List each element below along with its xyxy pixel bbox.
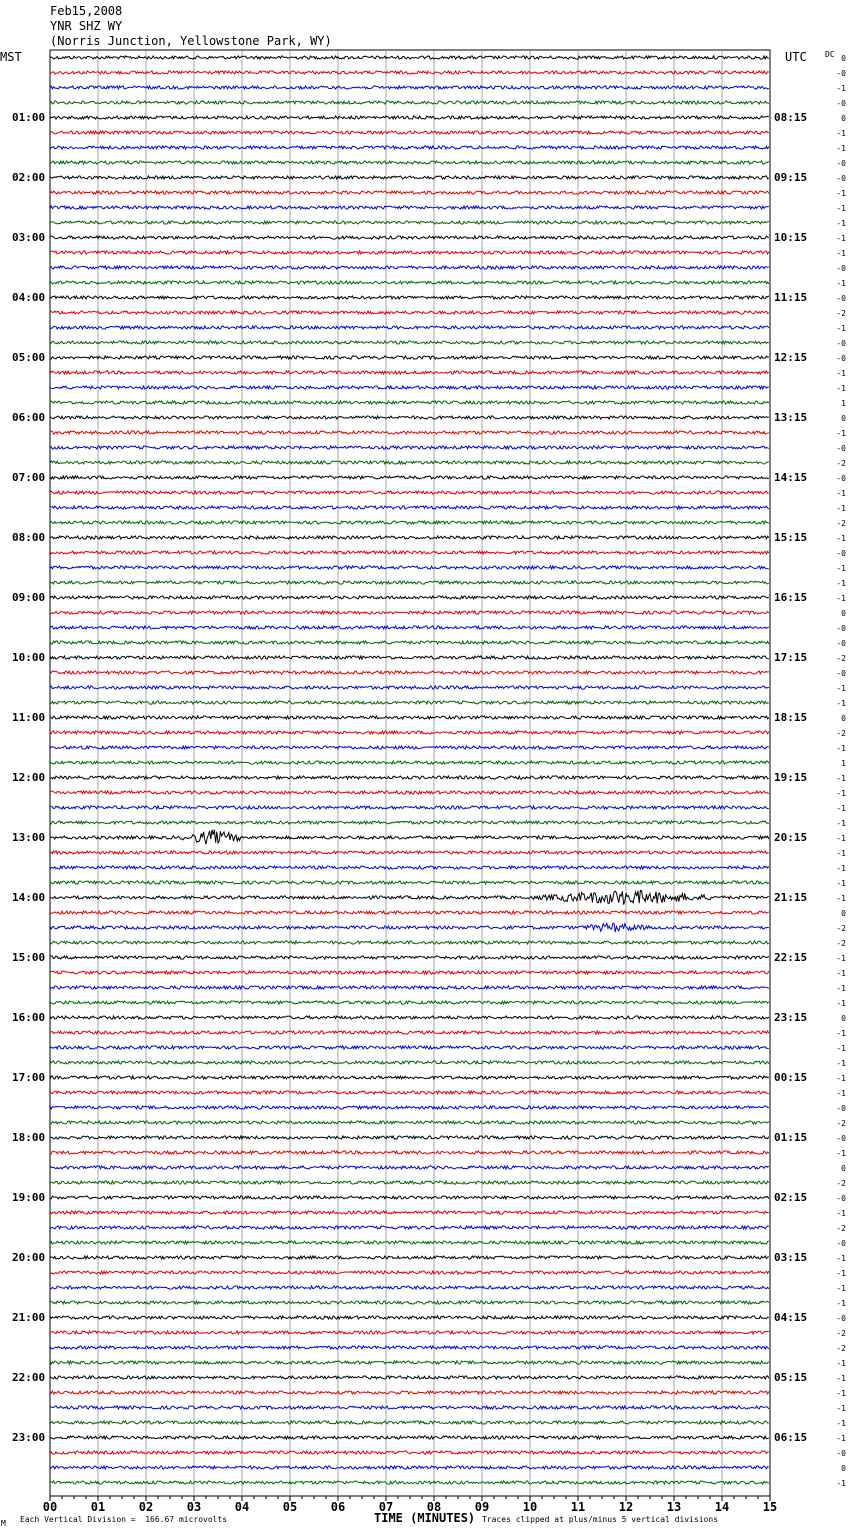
trace-row-76 <box>50 1196 769 1199</box>
trace-row-56 <box>50 890 769 904</box>
trace-row-93 <box>50 1451 769 1454</box>
dc-offset-label: -1 <box>836 383 846 393</box>
dc-offset-label: -1 <box>836 968 846 978</box>
x-tick-label: 13 <box>666 1500 682 1514</box>
dc-offset-label: 1 <box>841 398 846 408</box>
trace-row-28 <box>50 476 769 479</box>
trace-row-90 <box>50 1406 769 1409</box>
trace-row-8 <box>50 176 769 179</box>
right-hour-label: 06:15 <box>774 1430 808 1444</box>
trace-row-50 <box>50 806 769 809</box>
trace-row-94 <box>50 1466 769 1469</box>
dc-offset-label: -1 <box>836 878 846 888</box>
left-hour-label: 07:00 <box>12 470 46 484</box>
trace-row-21 <box>50 371 769 374</box>
trace-row-69 <box>50 1091 769 1094</box>
trace-row-49 <box>50 791 769 794</box>
trace-row-59 <box>50 941 769 944</box>
trace-row-81 <box>50 1271 769 1274</box>
trace-row-14 <box>50 266 769 269</box>
trace-row-42 <box>50 686 769 689</box>
left-hour-label: 04:00 <box>12 290 46 304</box>
dc-offset-label: -1 <box>836 203 846 213</box>
right-hour-label: 10:15 <box>774 230 808 244</box>
x-tick-label: 11 <box>570 1500 586 1514</box>
dc-offset-label: -1 <box>836 1433 846 1443</box>
trace-row-92 <box>50 1436 769 1439</box>
dc-offset-label: -1 <box>836 788 846 798</box>
trace-row-36 <box>50 596 769 599</box>
left-hour-label: 18:00 <box>12 1130 46 1144</box>
dc-offset-label: -1 <box>836 1283 846 1293</box>
dc-offset-label: -1 <box>836 368 846 378</box>
dc-offset-label: -0 <box>836 263 846 273</box>
dc-offset-label: -1 <box>836 863 846 873</box>
left-hour-label: 02:00 <box>12 170 46 184</box>
right-hour-label: 03:15 <box>774 1250 808 1264</box>
dc-offset-label: -2 <box>836 458 846 468</box>
dc-offset-label: -0 <box>836 1313 846 1323</box>
trace-row-3 <box>50 101 769 104</box>
trace-row-13 <box>50 251 769 254</box>
trace-row-18 <box>50 326 769 329</box>
dc-offset-label: 0 <box>841 113 846 123</box>
trace-row-43 <box>50 701 769 704</box>
left-hour-label: 14:00 <box>12 890 46 904</box>
trace-row-75 <box>50 1181 769 1184</box>
trace-row-16 <box>50 296 769 299</box>
trace-row-95 <box>50 1481 769 1484</box>
left-hour-label: 11:00 <box>12 710 46 724</box>
dc-offset-label: -2 <box>836 728 846 738</box>
trace-row-34 <box>50 566 769 569</box>
right-hour-label: 21:15 <box>774 890 808 904</box>
station-label: YNR SHZ WY <box>50 19 123 33</box>
x-tick-label: 02 <box>138 1500 154 1514</box>
trace-row-26 <box>50 446 769 449</box>
trace-row-12 <box>50 236 769 239</box>
left-hour-label: 13:00 <box>12 830 46 844</box>
dc-offset-label: -1 <box>836 803 846 813</box>
x-tick-label: 06 <box>330 1500 346 1514</box>
x-tick-label: 08 <box>426 1500 442 1514</box>
trace-row-70 <box>50 1106 769 1109</box>
dc-offset-label: -1 <box>836 1403 846 1413</box>
dc-offset-label: -1 <box>836 1418 846 1428</box>
trace-row-55 <box>50 881 769 884</box>
dc-offset-label: 0 <box>841 413 846 423</box>
trace-row-22 <box>50 386 769 389</box>
dc-label: DC <box>825 50 835 59</box>
left-hour-label: 15:00 <box>12 950 46 964</box>
dc-offset-label: -0 <box>836 158 846 168</box>
dc-offset-label: -1 <box>836 1268 846 1278</box>
trace-row-88 <box>50 1376 769 1379</box>
right-hour-label: 15:15 <box>774 530 808 544</box>
dc-offset-label: -2 <box>836 518 846 528</box>
x-tick-label: 01 <box>90 1500 106 1514</box>
dc-offset-label: -1 <box>836 998 846 1008</box>
trace-row-63 <box>50 1001 769 1004</box>
right-hour-label: 14:15 <box>774 470 808 484</box>
x-tick-label: 10 <box>522 1500 538 1514</box>
trace-row-39 <box>50 641 769 644</box>
trace-row-74 <box>50 1166 769 1169</box>
dc-offset-label: -1 <box>836 428 846 438</box>
dc-offset-label: -2 <box>836 1328 846 1338</box>
dc-offset-label: -1 <box>836 773 846 783</box>
dc-offset-label: -1 <box>836 1208 846 1218</box>
dc-offset-label: -2 <box>836 1118 846 1128</box>
trace-row-62 <box>50 986 769 989</box>
right-timezone-label: UTC <box>785 50 807 64</box>
dc-offset-label: -0 <box>836 173 846 183</box>
left-hour-label: 05:00 <box>12 350 46 364</box>
dc-offset-label: -1 <box>836 833 846 843</box>
trace-row-15 <box>50 281 769 284</box>
trace-row-48 <box>50 776 769 779</box>
trace-row-78 <box>50 1226 769 1229</box>
trace-row-5 <box>50 131 769 134</box>
dc-offset-label: -1 <box>836 1253 846 1263</box>
trace-row-54 <box>50 866 769 869</box>
dc-offset-label: 1 <box>841 758 846 768</box>
dc-offset-label: 0 <box>841 608 846 618</box>
left-hour-label: 17:00 <box>12 1070 46 1084</box>
x-tick-label: 07 <box>378 1500 394 1514</box>
dc-offset-label: -2 <box>836 1343 846 1353</box>
trace-row-44 <box>50 716 769 719</box>
dc-offset-label: -1 <box>836 278 846 288</box>
dc-offset-label: -2 <box>836 1223 846 1233</box>
dc-offset-label: -1 <box>836 323 846 333</box>
dc-offset-label: -1 <box>836 578 846 588</box>
dc-offset-label: -1 <box>836 1073 846 1083</box>
right-hour-label: 01:15 <box>774 1130 808 1144</box>
dc-offset-label: 0 <box>841 1463 846 1473</box>
right-hour-label: 19:15 <box>774 770 808 784</box>
trace-row-29 <box>50 491 769 494</box>
dc-offset-label: 0 <box>841 1163 846 1173</box>
trace-row-87 <box>50 1361 769 1364</box>
left-hour-label: 23:00 <box>12 1430 46 1444</box>
dc-offset-label: -0 <box>836 1103 846 1113</box>
trace-row-68 <box>50 1076 769 1079</box>
dc-offset-label: -0 <box>836 623 846 633</box>
trace-row-10 <box>50 206 769 209</box>
dc-offset-label: -1 <box>836 128 846 138</box>
trace-row-83 <box>50 1301 769 1304</box>
dc-offset-label: -1 <box>836 1148 846 1158</box>
dc-offset-label: -1 <box>836 698 846 708</box>
dc-offset-label: -0 <box>836 1448 846 1458</box>
date-label: Feb15,2008 <box>50 4 123 18</box>
trace-row-6 <box>50 146 769 149</box>
dc-offset-label: -1 <box>836 593 846 603</box>
dc-offset-label: -1 <box>836 1028 846 1038</box>
trace-row-31 <box>50 521 769 524</box>
trace-row-1 <box>50 71 769 74</box>
dc-offset-label: 0 <box>841 53 846 63</box>
dc-offset-label: -2 <box>836 308 846 318</box>
trace-row-80 <box>50 1256 769 1259</box>
trace-row-41 <box>50 671 769 674</box>
location-label: (Norris Junction, Yellowstone Park, WY) <box>50 34 332 48</box>
trace-row-7 <box>50 161 769 164</box>
dc-offset-label: -1 <box>836 983 846 993</box>
trace-row-2 <box>50 86 769 89</box>
left-hour-label: 03:00 <box>12 230 46 244</box>
dc-offset-label: -1 <box>836 1088 846 1098</box>
left-hour-label: 12:00 <box>12 770 46 784</box>
trace-row-53 <box>50 851 769 854</box>
trace-row-20 <box>50 356 769 359</box>
trace-row-67 <box>50 1061 769 1064</box>
x-tick-label: 14 <box>714 1500 730 1514</box>
corner-mark: M <box>1 1519 6 1528</box>
trace-row-25 <box>50 431 769 434</box>
trace-row-32 <box>50 536 769 539</box>
trace-row-23 <box>50 401 769 404</box>
dc-offset-label: -1 <box>836 233 846 243</box>
dc-offset-label: -1 <box>836 143 846 153</box>
trace-row-71 <box>50 1121 769 1124</box>
right-hour-label: 05:15 <box>774 1370 808 1384</box>
trace-row-30 <box>50 506 769 509</box>
x-tick-label: 15 <box>762 1500 778 1514</box>
right-hour-label: 04:15 <box>774 1310 808 1324</box>
dc-offset-label: -0 <box>836 443 846 453</box>
dc-offset-label: -1 <box>836 1358 846 1368</box>
trace-row-58 <box>50 923 769 932</box>
left-hour-label: 01:00 <box>12 110 46 124</box>
trace-row-82 <box>50 1286 769 1289</box>
trace-row-35 <box>50 581 769 584</box>
dc-offset-label: -0 <box>836 338 846 348</box>
right-hour-label: 08:15 <box>774 110 808 124</box>
right-hour-label: 11:15 <box>774 290 808 304</box>
dc-offset-label: -1 <box>836 83 846 93</box>
trace-row-84 <box>50 1316 769 1319</box>
trace-row-89 <box>50 1391 769 1394</box>
left-hour-label: 21:00 <box>12 1310 46 1324</box>
right-hour-label: 12:15 <box>774 350 808 364</box>
dc-offset-label: 0 <box>841 908 846 918</box>
dc-offset-label: -0 <box>836 98 846 108</box>
trace-row-45 <box>50 731 769 734</box>
trace-row-0 <box>50 56 769 59</box>
dc-offset-label: -0 <box>836 1133 846 1143</box>
trace-row-72 <box>50 1136 769 1139</box>
right-hour-label: 00:15 <box>774 1070 808 1084</box>
dc-offset-label: 0 <box>841 713 846 723</box>
trace-row-65 <box>50 1031 769 1034</box>
left-hour-label: 08:00 <box>12 530 46 544</box>
dc-offset-label: -1 <box>836 1478 846 1488</box>
dc-offset-label: -0 <box>836 548 846 558</box>
dc-offset-label: -0 <box>836 1193 846 1203</box>
left-hour-label: 19:00 <box>12 1190 46 1204</box>
x-tick-label: 04 <box>234 1500 250 1514</box>
trace-row-57 <box>50 911 769 914</box>
right-hour-label: 23:15 <box>774 1010 808 1024</box>
trace-row-64 <box>50 1016 769 1019</box>
dc-offset-label: -1 <box>836 188 846 198</box>
trace-row-61 <box>50 971 769 974</box>
left-hour-label: 22:00 <box>12 1370 46 1384</box>
trace-row-4 <box>50 116 769 119</box>
clip-note: Traces clipped at plus/minus 5 vertical divisions <box>482 1515 719 1524</box>
trace-row-33 <box>50 551 769 554</box>
dc-offset-label: -0 <box>836 293 846 303</box>
dc-offset-label: -2 <box>836 923 846 933</box>
dc-offset-label: -1 <box>836 218 846 228</box>
dc-offset-label: -1 <box>836 1388 846 1398</box>
dc-offset-label: -1 <box>836 533 846 543</box>
dc-offset-label: -1 <box>836 1373 846 1383</box>
x-tick-label: 09 <box>474 1500 490 1514</box>
dc-offset-label: -0 <box>836 473 846 483</box>
trace-row-86 <box>50 1346 769 1349</box>
dc-offset-label: -0 <box>836 638 846 648</box>
dc-offset-label: -1 <box>836 1058 846 1068</box>
left-timezone-label: MST <box>0 50 22 64</box>
scale-note: Each Vertical Division = 166.67 microvolts <box>20 1515 228 1524</box>
trace-row-46 <box>50 746 769 749</box>
dc-offset-label: -1 <box>836 683 846 693</box>
x-tick-label: 12 <box>618 1500 634 1514</box>
trace-row-51 <box>50 821 769 824</box>
trace-row-27 <box>50 461 769 464</box>
right-hour-label: 16:15 <box>774 590 808 604</box>
trace-row-17 <box>50 311 769 314</box>
dc-offset-label: -1 <box>836 818 846 828</box>
x-tick-label: 05 <box>282 1500 298 1514</box>
dc-offset-label: -1 <box>836 1298 846 1308</box>
dc-offset-label: -1 <box>836 563 846 573</box>
dc-offset-label: -1 <box>836 1043 846 1053</box>
trace-row-24 <box>50 416 769 419</box>
trace-row-19 <box>50 341 769 344</box>
trace-row-91 <box>50 1421 769 1424</box>
x-tick-label: 03 <box>186 1500 202 1514</box>
trace-row-77 <box>50 1211 769 1214</box>
trace-row-37 <box>50 611 769 614</box>
dc-offset-label: -1 <box>836 488 846 498</box>
right-hour-label: 18:15 <box>774 710 808 724</box>
dc-offset-label: -2 <box>836 938 846 948</box>
dc-offset-label: -1 <box>836 953 846 963</box>
dc-offset-label: -1 <box>836 848 846 858</box>
dc-offset-label: -2 <box>836 1178 846 1188</box>
dc-offset-label: 0 <box>841 1013 846 1023</box>
right-hour-label: 20:15 <box>774 830 808 844</box>
trace-row-9 <box>50 191 769 194</box>
trace-row-38 <box>50 626 769 629</box>
x-axis-label: TIME (MINUTES) <box>374 1511 476 1525</box>
right-hour-label: 09:15 <box>774 170 808 184</box>
trace-row-66 <box>50 1046 769 1049</box>
trace-row-40 <box>50 656 769 659</box>
dc-offset-label: -0 <box>836 353 846 363</box>
trace-row-79 <box>50 1241 769 1244</box>
trace-row-11 <box>50 221 769 224</box>
trace-row-73 <box>50 1151 769 1154</box>
dc-offset-label: -0 <box>836 1238 846 1248</box>
right-hour-label: 22:15 <box>774 950 808 964</box>
dc-offset-label: -1 <box>836 503 846 513</box>
left-hour-label: 06:00 <box>12 410 46 424</box>
trace-row-60 <box>50 956 769 959</box>
trace-row-47 <box>50 761 769 764</box>
right-hour-label: 13:15 <box>774 410 808 424</box>
right-hour-label: 17:15 <box>774 650 808 664</box>
left-hour-label: 10:00 <box>12 650 46 664</box>
left-hour-label: 09:00 <box>12 590 46 604</box>
trace-row-85 <box>50 1331 769 1334</box>
dc-offset-label: -2 <box>836 653 846 663</box>
x-tick-label: 00 <box>42 1500 58 1514</box>
dc-offset-label: -0 <box>836 68 846 78</box>
dc-offset-label: -1 <box>836 743 846 753</box>
dc-offset-label: -1 <box>836 893 846 903</box>
dc-offset-label: -1 <box>836 248 846 258</box>
dc-offset-label: -0 <box>836 668 846 678</box>
trace-row-52 <box>50 830 769 844</box>
left-hour-label: 20:00 <box>12 1250 46 1264</box>
left-hour-label: 16:00 <box>12 1010 46 1024</box>
right-hour-label: 02:15 <box>774 1190 808 1204</box>
